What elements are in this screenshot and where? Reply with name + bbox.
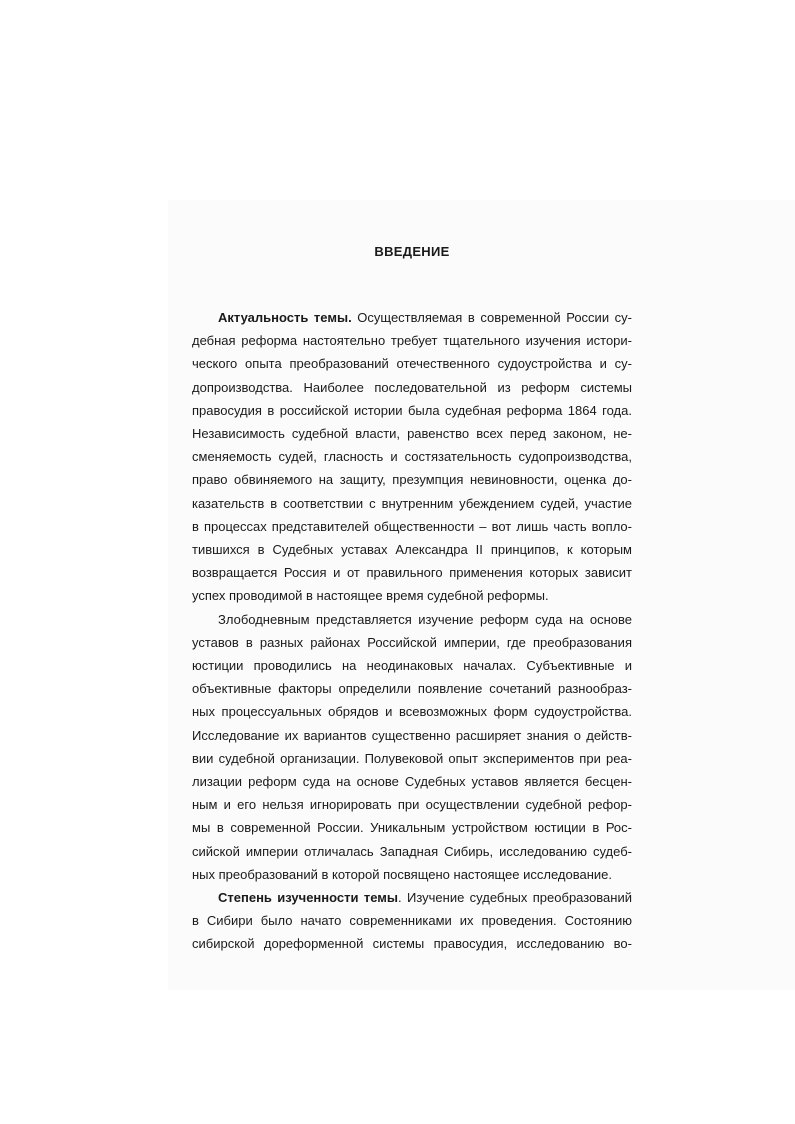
text-line: Степень изученности темы. Изучение судебных преобразований [218,890,632,906]
page-title: ВВЕДЕНИЕ [374,244,450,259]
text-line: юстиции проводились на неодинаковых началах. Субъективные и [192,658,632,674]
text-line: Злободневным представляется изучение реформ суда на основе [218,611,632,627]
text-line: ным и его нельзя игнорировать при осуществлении судебной рефор- [192,797,632,813]
text-line: возвращается Россия и от правильного применения которых зависит [192,565,632,581]
text-line: дебная реформа настоятельно требует тщательного изучения истори- [192,333,632,349]
document-body [192,238,632,956]
text-line: право обвиняемого на защиту, презумпция невиновности, оценка до- [192,472,632,488]
text-line: успех проводимой в настоящее время судебной реформы. [192,588,549,604]
text-line: вии судебной организации. Полувековой опыт экспериментов при реа- [192,750,632,766]
text-line: уставов в разных районах Российской империи, где преобразования [192,634,632,650]
text-line: сибирской дореформенной системы правосудия, исследованию во- [192,936,632,952]
paragraph-topicality [192,608,632,886]
text-line: тившихся в Судебных уставах Александра II принципов, к которым [192,542,632,558]
paragraph-relevance [192,306,632,608]
text-line: ных процессуальных обрядов и всевозможных форм судоустройства. [192,704,632,720]
text-line: казательств в соответствии с внутренним убеждением судей, участие [192,495,632,511]
text-line: правосудия в российской истории была судебная реформа 1864 года. [192,402,632,418]
text-line: мы в современной России. Уникальным устройством юстиции в Рос- [192,820,632,836]
paragraph-study-degree [192,886,632,956]
text-line: Исследование их вариантов существенно расширяет знания о действ- [192,727,632,743]
text-line: допроизводства. Наиболее последовательной из реформ системы [192,379,632,395]
text-line: в процессах представителей общественности – вот лишь часть вопло- [192,518,632,534]
text-line: в Сибири было начато современниками их проведения. Состоянию [192,913,632,929]
text-line: Актуальность темы. Осуществляемая в современной России су- [218,310,632,325]
text-line: объективные факторы определили появление сочетаний разнообраз- [192,681,632,697]
text-line: сменяемость судей, гласность и состязательность судопроизводства, [192,449,632,465]
text-line: ных преобразований в которой посвящено настоящее исследование. [192,866,612,882]
text-line: лизации реформ суда на основе Судебных уставов является бесцен- [192,774,632,790]
text-line: сийской империи отличалась Западная Сибирь, исследованию судеб- [192,843,632,859]
text-line: ческого опыта преобразований отечественного судоустройства и су- [192,356,632,372]
section-lead: Актуальность темы. [218,310,352,325]
text-line: Независимость судебной власти, равенство всех перед законом, не- [192,426,632,442]
section-lead: Степень изученности темы [218,890,398,906]
